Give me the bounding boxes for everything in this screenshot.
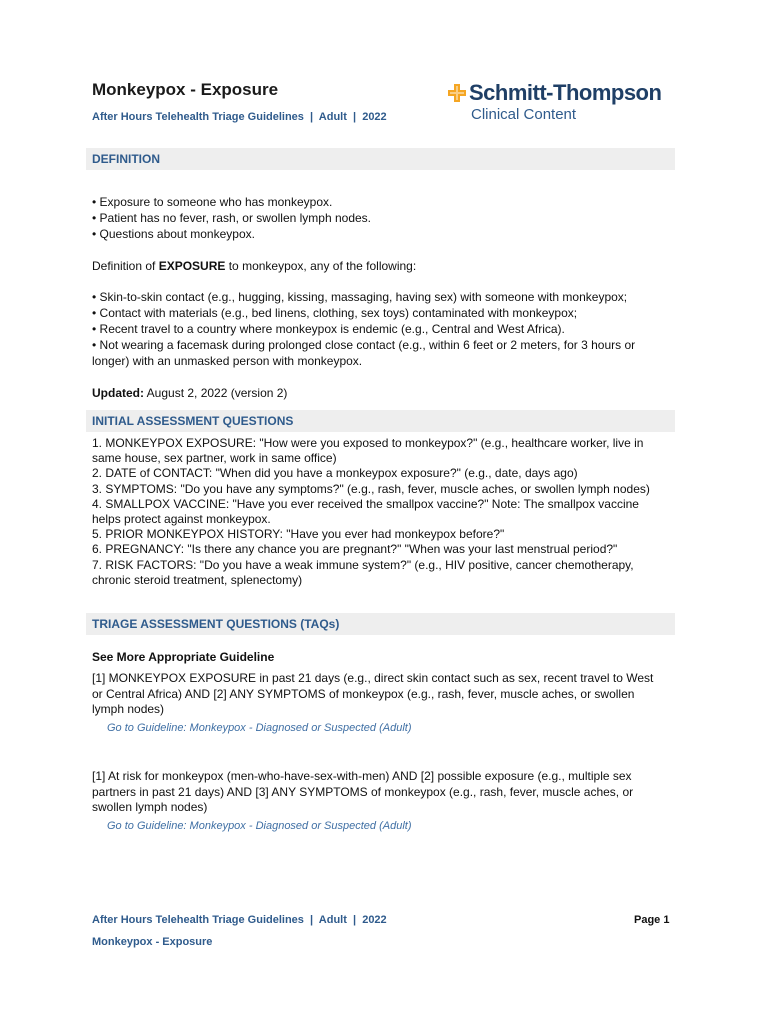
initial-assessment-heading: INITIAL ASSESSMENT QUESTIONS: [92, 414, 294, 428]
exposure-suffix: to monkeypox, any of the following:: [225, 259, 417, 273]
exposure-definition-intro: [92, 258, 667, 274]
list-item: • Recent travel to a country where monkeypox is endemic (e.g., Central and West Africa).: [92, 322, 565, 336]
list-item: 3. SYMPTOMS: "Do you have any symptoms?" (e.g., rash, fever, muscle aches, or swollen lymph nodes): [92, 481, 650, 496]
triage-subheading: See More Appropriate Guideline: [92, 650, 275, 664]
exposure-keyword: EXPOSURE: [158, 259, 226, 273]
footer-guideline-info: After Hours Telehealth Triage Guidelines | Adult | 2022: [92, 914, 387, 926]
list-item: • Skin-to-skin contact (e.g., hugging, kissing, massaging, having sex) with someone with monkeypox;: [92, 290, 628, 304]
initial-assessment-list: [92, 436, 667, 588]
triage-item-2: [1] At risk for monkeypox (men-who-have-sex-with-men) AND [2] possible exposure (e.g., multiple sex partners in past 21 days) AND [3] ANY SYMPTOMS of monkeypox (e.g., rash, fever, muscle aches, or swollen lymph nodes): [92, 769, 634, 814]
footer-title: Monkeypox - Exposure: [92, 936, 213, 948]
page-subtitle: After Hours Telehealth Triage Guidelines | Adult | 2022: [92, 111, 387, 123]
exposure-bullets: [92, 289, 667, 369]
triage-item-1: [1] MONKEYPOX EXPOSURE in past 21 days (e.g., direct skin contact such as sex, recent travel to West or Central Africa) AND [2] ANY SYMPTOMS of monkeypox (e.g., rash, fever, muscle aches, or swollen lymph nodes): [92, 671, 654, 716]
list-item: 1. MONKEYPOX EXPOSURE: "How were you exposed to monkeypox?" (e.g., healthcare worker, live in same house, sex partner, work in same office): [92, 436, 644, 466]
plus-cross-icon: [447, 83, 467, 103]
guideline-link-1[interactable]: Go to Guideline: Monkeypox - Diagnosed or Suspected (Adult): [107, 722, 412, 734]
definition-heading: DEFINITION: [92, 152, 160, 166]
logo-name: Schmitt-Thompson: [469, 80, 662, 105]
list-item: • Contact with materials (e.g., bed linens, clothing, sex toys) contaminated with monkeypox;: [92, 306, 578, 320]
initial-assessment-section-header: [86, 410, 675, 432]
list-item: 5. PRIOR MONKEYPOX HISTORY: "Have you ever had monkeypox before?": [92, 527, 505, 542]
list-item: • Patient has no fever, rash, or swollen lymph nodes.: [92, 211, 372, 225]
updated-label: Updated:: [92, 386, 144, 400]
page-number: Page 1: [634, 914, 670, 926]
updated-line: [92, 385, 667, 401]
list-item: • Exposure to someone who has monkeypox.: [92, 195, 333, 209]
page-title: Monkeypox - Exposure: [92, 80, 279, 99]
triage-section-header: [86, 613, 675, 635]
logo-subtitle: Clinical Content: [471, 106, 577, 123]
definition-bullets: [92, 194, 667, 242]
schmitt-thompson-logo: [447, 80, 687, 126]
updated-value: August 2, 2022 (version 2): [144, 386, 288, 400]
definition-section-header: [86, 148, 675, 170]
list-item: 4. SMALLPOX VACCINE: "Have you ever received the smallpox vaccine?" Note: The smallpox vaccine helps protect against monkeypox.: [92, 496, 639, 527]
list-item: • Not wearing a facemask during prolonged close contact (e.g., within 6 feet or 2 meters, for 3 hours or longer) with an unmasked person with monkeypox.: [92, 338, 636, 368]
list-item: 2. DATE of CONTACT: "When did you have a monkeypox exposure?" (e.g., date, days ago): [92, 466, 578, 481]
guideline-link-2[interactable]: Go to Guideline: Monkeypox - Diagnosed or Suspected (Adult): [107, 820, 412, 832]
exposure-prefix: Definition of: [92, 259, 159, 273]
list-item: • Questions about monkeypox.: [92, 227, 255, 241]
list-item: 6. PREGNANCY: "Is there any chance you are pregnant?" "When was your last menstrual period?": [92, 542, 618, 557]
list-item: 7. RISK FACTORS: "Do you have a weak immune system?" (e.g., HIV positive, cancer chemotherapy, chronic steroid treatment, splenectomy): [92, 557, 634, 587]
triage-heading: TRIAGE ASSESSMENT QUESTIONS (TAQs): [92, 617, 340, 631]
